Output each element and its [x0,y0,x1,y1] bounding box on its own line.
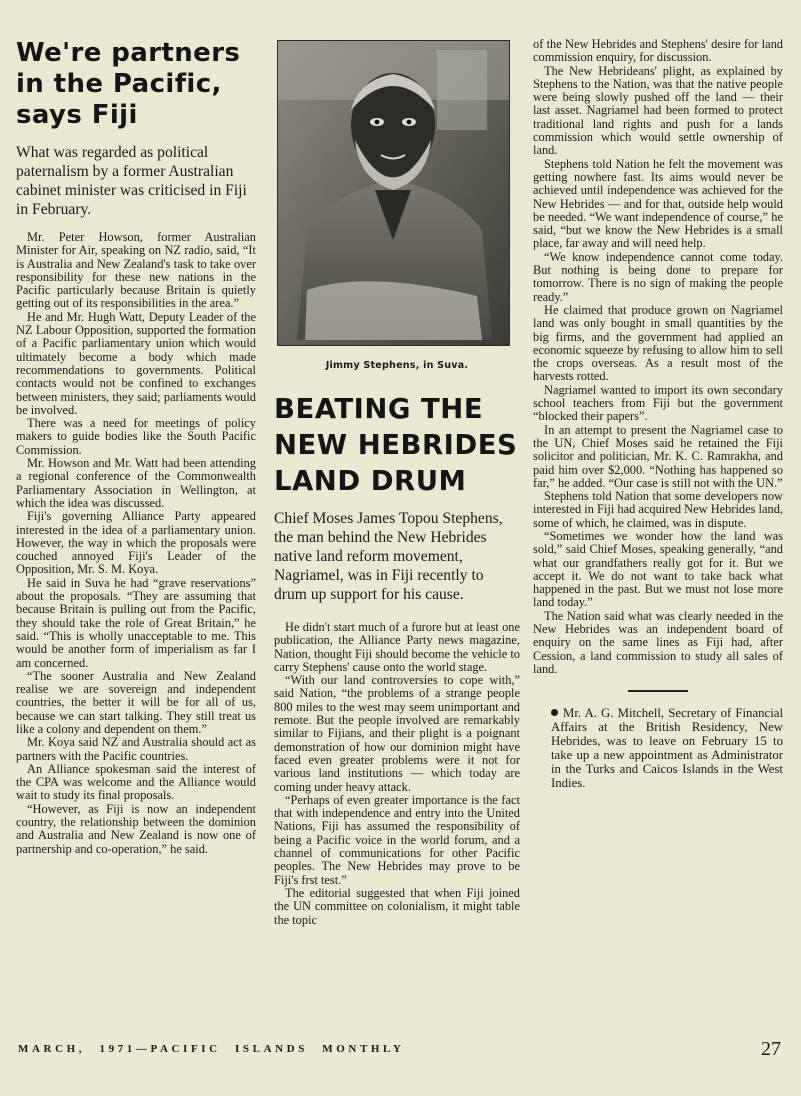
article2-body-right [533,38,783,676]
body-paragraph: In an attempt to present the Nagriamel case to the UN, Chief Moses said he retained the Fiji solicitor and politician, Mr. K. C. Ramrakha, and paid him over $2,000. “Nothing has happened so far,” he added. “Our case is still not with the UN.” [533,422,783,490]
body-paragraph: “However, as Fiji is now an independent country, the relationship between the dominion and Australia and New Zealand is now one of partnership and co-operation,” he said. [16,801,256,856]
body-paragraph: Mr. Koya said NZ and Australia should act as partners with the Pacific countries. [16,735,256,763]
body-paragraph: He and Mr. Hugh Watt, Deputy Leader of the NZ Labour Opposition, supported the formation of a Pacific parliamentary union which would ultimately become a body which made recommendations to governments. Political contacts would not be confined to exchanges between ministers, they said; parliaments would be involved. [16,309,256,417]
body-paragraph: The editorial suggested that when Fiji joined the UN committee on colonialism, it might table the topic [274,885,520,927]
body-paragraph: “We know independence cannot come today. But nothing is being done to prepare for tomorrow. There is no sign of making the people ready.” [533,249,783,304]
portrait-illustration [277,40,510,346]
body-paragraph: “The sooner Australia and New Zealand realise we are sovereign and independent countries, the better it will be for all of us, because we can start talking. They still treat us like a colony and dependent on them.” [16,668,256,736]
article1-lede: What was regarded as political paternalism by a former Australian cabinet minister was criticised in Fiji in February. [16,144,247,218]
footer-issue-line: MARCH, 1971—PACIFIC ISLANDS MONTHLY [18,1043,405,1055]
body-paragraph: Stephens told Nation that some developers now interested in Fiji had acquired New Hebrides land, some of which, he claimed, was in dispute. [533,489,783,530]
divider-rule [628,690,688,692]
portrait-photo [277,40,510,346]
body-paragraph: Fiji's governing Alliance Party appeared interested in the idea of a parliamentary union. However, the way in which the proposals were couched annoyed Fiji's Leader of the Opposition, Mr. S. M. Koya. [16,509,256,577]
bullet-icon [551,709,558,716]
article1-headline: We're partners in the Pacific, says Fiji [16,38,241,130]
article2-headline-line: BEATING THE [274,393,484,425]
body-paragraph: The Nation said what was clearly needed in the New Hebrides was an independent board of enquiry on the same lines as Fiji had, after Cession, a land commission to study all sales of land. [533,608,783,676]
body-paragraph: The New Hebrideans' plight, as explained by Stephens to the Nation, was that the native people were being slowly pushed off the land — their last asset. Nagriamel had been formed to protect traditional land rights and push for a lands commission which would settle ownership of land. [533,63,783,158]
article1-body [16,231,256,856]
column-left [16,38,256,856]
article2-headline-line: NEW HEBRIDES [274,429,518,461]
body-paragraph: He said in Suva he had “grave reservations” about the proposals. “They are assuming that because Britain is pulling out from the Pacific, they should take the role of Great Britain,” he said. “This is wholly unacceptable to me. This would be another form of imperialism as far I am concerned. [16,575,256,670]
body-paragraph: Mr. Peter Howson, former Australian Minister for Air, speaking on NZ radio, said, “It is Australia and New Zealand's task to take over responsibility for these new nations in the Pacific particularly because Britain is quietly getting out of its responsibilities in the area.” [16,230,256,311]
body-paragraph: “Sometimes we wonder how the land was sold,” said Chief Moses, speaking generally, “and what our grandfathers really got for it. But we accept it. We do not want to take back what happened in the past. But we must not lose more land today.” [533,528,783,610]
article2-headline [274,391,520,499]
photo-caption: Jimmy Stephens, in Suva. [325,360,469,371]
body-paragraph: Nagriamel wanted to import its own secondary school teachers from Fiji but the government “blocked their papers”. [533,382,783,424]
body-paragraph: Stephens told Nation he felt the movement was getting nowhere fast. Its aims would never be achieved until independence was achieved for the New Hebrides — and for that, outside help would be needed. “We want independence of course,” he said, “but we know the New Hebrides is a small place, far away and will need help. [533,156,783,251]
article2-lede: Chief Moses James Topou Stephens, the man behind the New Hebrides native land reform movement, Nagriamel, was in Fiji recently to drum up support for his cause. [274,510,503,603]
body-paragraph: “With our land controversies to cope with,” said Nation, “the problems of a strange people 800 miles to the west may seem unimportant and remote. But the people involved are remarkably similar to Fijians, and their plight is a poignant demonstration of how our dominion might have faced even greater problems were it not for various land institutions — which today are coming under heavy attack. [274,673,520,794]
article2-body-middle [274,621,520,927]
news-brief-text: Mr. A. G. Mitchell, Secretary of Financial Affairs at the British Residency, New Hebrides, was to leave on February 15 to take up a new appointment as Administrator in the Turks and Caicos Islands in the West Indies. [551,706,783,791]
column-right [533,38,783,790]
body-paragraph: “Perhaps of even greater importance is the fact that with independence and entry into the United Nations, Fiji has assumed the responsibility of being a Pacific voice in the world forum, and a channel of communications for other Pacific peoples. The New Hebrides may prove to be Fiji's frst test.” [274,792,520,887]
page-number: 27 [761,1038,781,1060]
body-paragraph: He claimed that produce grown on Nagriamel land was only bought in small quantities by the big firms, and the government had applied an economic squeeze by refusing to allow him to sell the crops overseas. As a result most of the harvests rotted. [533,302,783,384]
body-paragraph: Mr. Howson and Mr. Watt had been attending a regional conference of the Commonwealth Parliamentary Association in Wellington, at which the idea was discussed. [16,456,256,510]
column-middle [274,38,520,927]
page-footer [18,1038,783,1064]
news-brief [551,706,783,790]
body-paragraph: An Alliance spokesman said the interest of the CPA was welcome and the Alliance would wait to study its final proposals. [16,761,256,803]
body-paragraph: He didn't start much of a furore but at least one publication, the Alliance Party news magazine, Nation, thought Fiji should become the vehicle to carry Stephens' cause onto the world stage. [274,620,520,674]
body-paragraph: of the New Hebrides and Stephens' desire for land commission enquiry, for discussion. [533,37,783,65]
body-paragraph: There was a need for meetings of policy makers to guide bodies like the South Pacific Commission. [16,416,256,457]
article2-headline-line: LAND DRUM [274,465,467,497]
